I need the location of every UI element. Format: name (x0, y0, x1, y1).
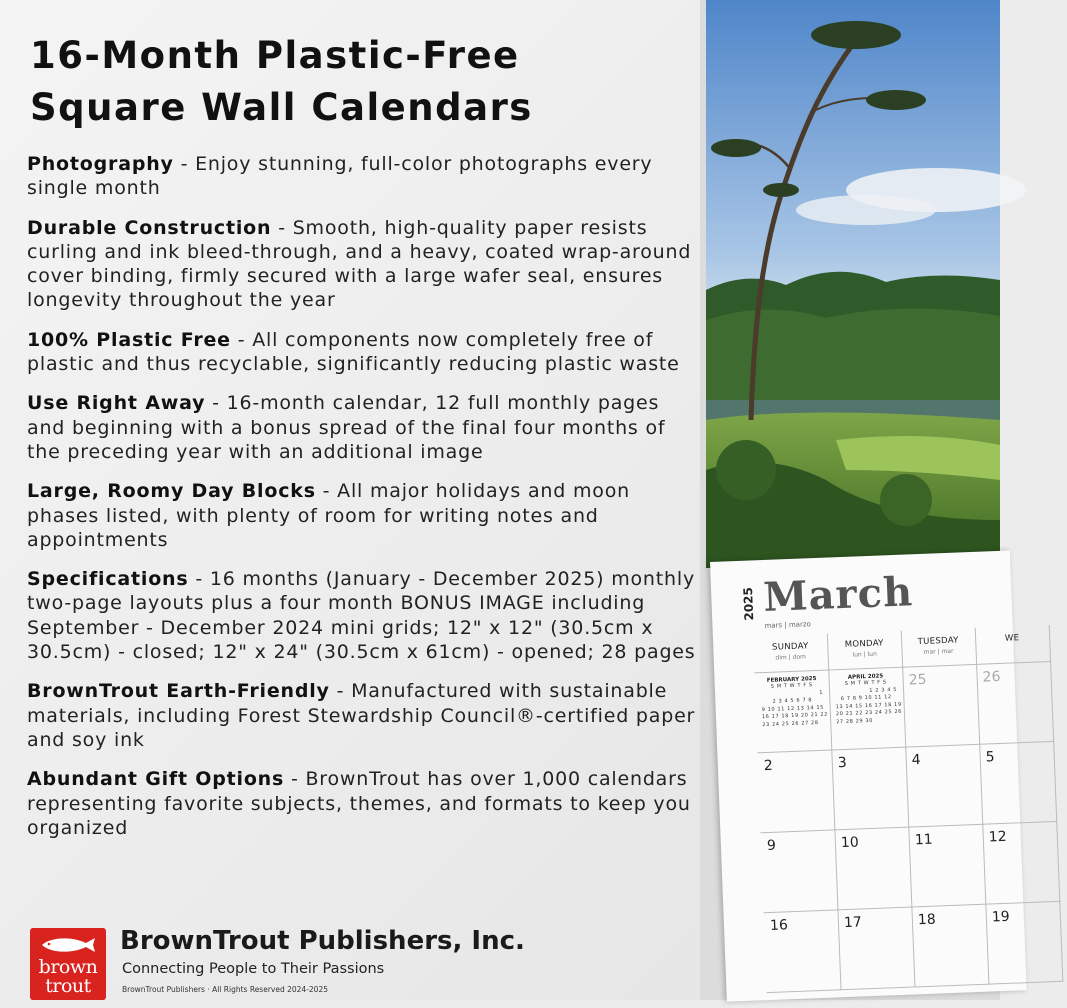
day-number: 17 (843, 914, 863, 932)
feature-heading: Large, Roomy Day Blocks (27, 480, 316, 503)
mini-row: 27 28 29 30 (836, 717, 874, 725)
day-number: 12 (988, 828, 1007, 846)
feature-specifications (27, 567, 697, 664)
day-header-sunday (753, 634, 829, 674)
day-number: 5 (985, 749, 995, 766)
mini-row: 1 2 3 4 5 (869, 686, 898, 694)
feature-text: - Enjoy stunning, full-color photographs every single month (27, 153, 653, 200)
feature-heading: Abundant Gift Options (27, 768, 285, 791)
feature-heading: Use Right Away (27, 392, 206, 415)
calendar-month: March (762, 568, 914, 621)
mini-calendar-april (828, 667, 906, 751)
feature-heading: Durable Construction (27, 216, 272, 239)
feature-text: - All major holidays and moon phases listed, with plenty of room for writing notes and appointments (27, 480, 630, 551)
feature-heading: 100% Plastic Free (27, 328, 231, 351)
feature-use-right-away (27, 391, 697, 464)
day-name: TUESDAY (917, 635, 959, 648)
mini-row: 13 14 15 16 17 18 19 (835, 701, 902, 710)
feature-photography (27, 152, 697, 201)
day-cell (763, 909, 841, 993)
mini-row: S M T W T F S (844, 679, 887, 687)
mini-calendar-february (754, 670, 832, 754)
publisher-block (30, 928, 700, 1000)
mini-title: APRIL 2025 (847, 673, 884, 681)
publisher-tagline: Connecting People to Their Passions (122, 961, 385, 977)
day-number: 19 (991, 908, 1010, 926)
mini-row: 2 3 4 5 6 7 8 (772, 697, 813, 705)
day-cell (757, 749, 835, 833)
title-line-2: Square Wall Calendars (30, 86, 533, 129)
mini-title: FEBRUARY 2025 (766, 676, 817, 684)
day-cell (976, 661, 1054, 745)
mini-row: 1 (819, 689, 824, 696)
feature-plastic-free (27, 328, 697, 377)
title-line-1: 16-Month Plastic-Free (30, 34, 520, 77)
feature-heading: Photography (27, 153, 174, 175)
day-cell (982, 821, 1060, 905)
trout-icon (38, 934, 98, 956)
day-number: 9 (766, 837, 777, 855)
day-cell (911, 904, 989, 988)
day-name: SUNDAY (771, 641, 809, 653)
feature-earth-friendly (27, 679, 697, 752)
golf-course-photo (706, 0, 1000, 568)
feature-text: - BrownTrout has over 1,000 calendars representing favorite subjects, themes, and formats to keep you organized (27, 768, 691, 839)
feature-heading: BrownTrout Earth-Friendly (27, 680, 330, 703)
day-number: 2 (763, 757, 774, 775)
day-header-wednesday (975, 625, 1051, 665)
browntrout-logo (30, 928, 106, 1000)
day-header-monday (827, 631, 903, 671)
mini-row: 23 24 25 26 27 28 (762, 719, 819, 728)
day-cell (908, 824, 986, 908)
product-image (700, 0, 1020, 1000)
day-header-tuesday (901, 628, 977, 668)
day-sub: mar | mar (923, 647, 954, 656)
feature-durable-construction (27, 216, 697, 313)
calendar-month-sub: mars | marzo (764, 620, 812, 630)
day-name: WE (1004, 633, 1020, 644)
day-name: MONDAY (844, 638, 884, 650)
day-cell (985, 901, 1063, 985)
logo-line-1: brown (38, 956, 98, 978)
feature-heading: Specifications (27, 568, 189, 591)
feature-text: - Manufactured with sustainable materials, including Forest Stewardship Council®-certified paper and soy ink (27, 680, 696, 751)
day-number: 3 (837, 754, 848, 772)
page-title (30, 30, 690, 134)
day-cell (979, 741, 1057, 825)
day-cell (760, 829, 838, 913)
day-number: 10 (840, 834, 860, 852)
calendar-grid (753, 625, 1067, 1006)
publisher-copyright: BrownTrout Publishers · All Rights Reserved 2024-2025 (122, 985, 328, 994)
mini-row: 6 7 8 9 10 11 12 (840, 694, 892, 703)
day-sub: lun | lun (852, 650, 877, 659)
mini-row: 20 21 22 23 24 25 26 (835, 708, 903, 718)
day-number: 26 (982, 668, 1001, 686)
day-number: 11 (914, 831, 933, 849)
feature-list (27, 152, 697, 855)
day-cell (831, 747, 909, 831)
feature-text: - Smooth, high-quality paper resists curling and ink bleed-through, and a heavy, coated wrap-around cover binding, firmly secured with a large wafer seal, ensures longevity throughout the year (27, 216, 692, 312)
day-cell (902, 664, 980, 748)
day-sub (975, 644, 1049, 647)
mini-row: 9 10 11 12 13 14 15 (761, 704, 825, 713)
logo-line-2: trout (45, 975, 91, 997)
feature-text: - All components now completely free of plastic and thus recyclable, significantly reducing plastic waste (27, 328, 680, 376)
publisher-name: BrownTrout Publishers, Inc. (120, 926, 525, 956)
mini-row: 16 17 18 19 20 21 22 (761, 711, 829, 721)
feature-text: - 16 months (January - December 2025) monthly two-page layouts plus a four month BONUS IMAGE including September - December 2024 mini grids; 12" x 12" (30.5cm x 30.5cm) - closed; 12" x 24" (30.5cm x 61cm) - opened; 28 pages (27, 568, 696, 664)
day-cell (837, 906, 915, 990)
feature-gift-options (27, 767, 697, 840)
mini-row: S M T W T F S (770, 682, 813, 690)
day-number: 4 (911, 752, 921, 769)
feature-text: - 16-month calendar, 12 full monthly pages and beginning with a bonus spread of the final four months of the preceding year with an additional image (27, 392, 666, 463)
day-cell (834, 827, 912, 911)
feature-day-blocks (27, 479, 697, 552)
day-sub: dim | dom (775, 653, 807, 662)
calendar-year: 2025 (740, 586, 757, 621)
day-number: 25 (908, 671, 927, 689)
day-number: 16 (769, 917, 789, 934)
day-cell (905, 744, 983, 828)
day-number: 18 (917, 911, 937, 929)
calendar-page (710, 550, 1027, 1001)
